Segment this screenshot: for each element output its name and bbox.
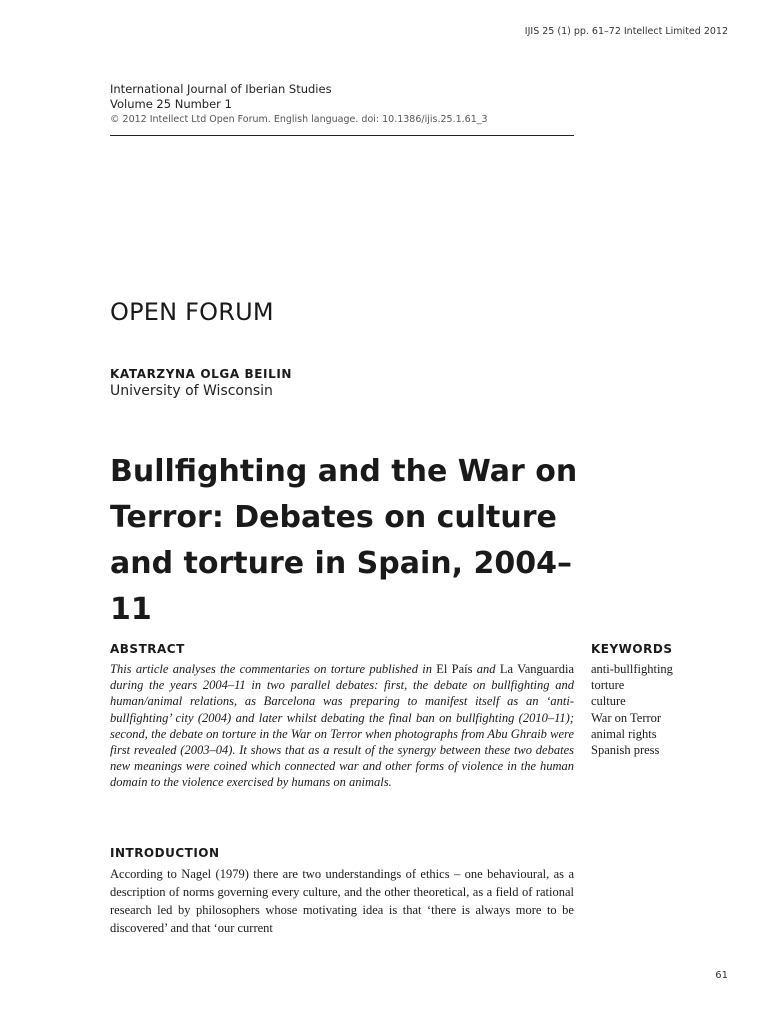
keyword-item: torture xyxy=(591,678,625,693)
abstract-part: during the years 2004–11 in two parallel debates: first, the debate on bullfighting and human/animal relations, as Barcelona was preparing to manifest itself as an ‘anti-bullfighting’ city (2004) and later whilst debating the final ban on bullfighting (2010–11); second, the debate on torture in the War on Terror when photographs from Abu Ghraib were first revealed (2003–04). It shows that as a result of the synergy between these two debates new meanings were coined which connected war and other forms of violence in the human domain to the violence exercised by humans on animals. xyxy=(110,678,574,790)
introduction-heading: INTRODUCTION xyxy=(110,846,220,860)
keyword-item: culture xyxy=(591,694,626,709)
keywords-list xyxy=(591,661,731,758)
abstract-heading: ABSTRACT xyxy=(110,642,185,656)
journal-meta: © 2012 Intellect Ltd Open Forum. English language. doi: 10.1386/ijis.25.1.61_3 xyxy=(110,114,488,125)
author-name: KATARZYNA OLGA BEILIN xyxy=(110,367,293,381)
abstract-text xyxy=(110,661,574,791)
journal-info xyxy=(110,82,574,136)
keyword-item: animal rights xyxy=(591,726,657,741)
abstract-source-la-vanguardia: La Vanguardia xyxy=(499,662,574,676)
abstract-part: and xyxy=(472,662,500,676)
running-head: IJIS 25 (1) pp. 61–72 Intellect Limited 2012 xyxy=(524,26,728,37)
journal-volume: Volume 25 Number 1 xyxy=(110,97,232,111)
abstract-source-el-pais: El País xyxy=(436,662,473,676)
keyword-item: War on Terror xyxy=(591,710,662,725)
keyword-item: anti-bullfighting xyxy=(591,662,673,676)
keywords-section xyxy=(591,641,731,758)
keywords-heading: KEYWORDS xyxy=(591,642,673,656)
article-title: Bullfighting and the War on Terror: Debates on culture and torture in Spain, 2004–11 xyxy=(110,454,578,627)
introduction-section xyxy=(110,845,574,937)
introduction-text: According to Nagel (1979) there are two understandings of ethics – one behavioural, as a description of norms governing every culture, and the other theoretical, as a field of rational research led by philosophers whose motivating idea is that ‘there is always more to be discovered’ and that ‘our current xyxy=(110,867,574,935)
author-block xyxy=(110,366,292,400)
journal-name: International Journal of Iberian Studies xyxy=(110,82,332,96)
abstract-section xyxy=(110,641,574,791)
keyword-item: Spanish press xyxy=(591,743,660,758)
page-number: 61 xyxy=(715,970,728,981)
author-affiliation: University of Wisconsin xyxy=(110,383,273,399)
abstract-part: This article analyses the commentaries on torture published in xyxy=(110,662,437,676)
section-label: OPEN FORUM xyxy=(110,298,274,326)
